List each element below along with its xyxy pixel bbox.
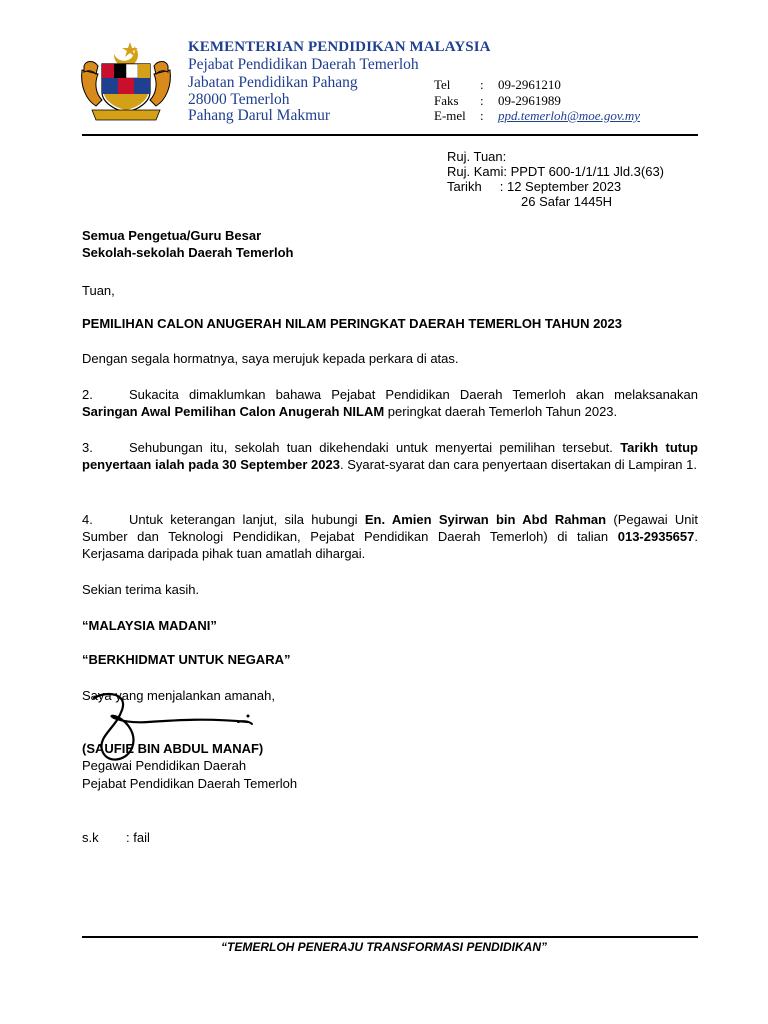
coat-of-arms-icon bbox=[76, 40, 176, 124]
ruj-kami: Ruj. Kami: PPDT 600-1/1/11 Jld.3(63) bbox=[447, 164, 665, 179]
paragraph-4 bbox=[82, 511, 698, 562]
ruj-tuan: Ruj. Tuan: bbox=[447, 149, 507, 164]
paragraph-text: . Kerjasama daripada pihak tuan amatlah dihargai. bbox=[82, 529, 698, 561]
fax-label: Faks bbox=[434, 93, 459, 108]
footer-motto: “TEMERLOH PENERAJU TRANSFORMASI PENDIDIKAN” bbox=[220, 940, 547, 954]
paragraph-bold: Saringan Awal Pemilihan Calon Anugerah NILAM bbox=[82, 404, 385, 419]
recipient-line-1: Semua Pengetua/Guru Besar bbox=[82, 228, 262, 243]
paragraph-number: 2. bbox=[82, 387, 93, 402]
paragraph-text: Sukacita dimaklumkan bahawa Pejabat Pendidikan Daerah Temerloh akan melaksanakan bbox=[129, 387, 698, 402]
motto-berkhidmat: “BERKHIDMAT UNTUK NEGARA” bbox=[82, 652, 291, 667]
state-name: Pahang Darul Makmur bbox=[188, 107, 331, 124]
subject-line: PEMILIHAN CALON ANUGERAH NILAM PERINGKAT DAERAH TEMERLOH TAHUN 2023 bbox=[82, 316, 622, 331]
hijri-date: 26 Safar 1445H bbox=[521, 194, 613, 209]
tel-line bbox=[434, 77, 561, 93]
paragraph-3 bbox=[82, 439, 698, 473]
paragraph-text: Untuk keterangan lanjut, sila hubungi bbox=[129, 512, 365, 527]
tel-colon: : bbox=[480, 77, 484, 92]
tel-value: 09-2961210 bbox=[498, 77, 561, 92]
date-line: Tarikh : 12 September 2023 bbox=[447, 179, 622, 194]
paragraph-2 bbox=[82, 386, 698, 420]
email-label: E-mel bbox=[434, 108, 466, 123]
motto-malaysia-madani: “MALAYSIA MADANI” bbox=[82, 618, 217, 633]
email-line bbox=[434, 108, 640, 124]
ministry-name: KEMENTERIAN PENDIDIKAN MALAYSIA bbox=[188, 39, 491, 55]
email-colon: : bbox=[480, 108, 484, 123]
header-divider bbox=[82, 134, 698, 136]
fax-line bbox=[434, 93, 561, 109]
contact-person-name: En. Amien Syirwan bin Abd Rahman bbox=[364, 512, 607, 527]
department-name: Jabatan Pendidikan Pahang bbox=[188, 74, 358, 91]
paragraph-text: . Syarat-syarat dan cara penyertaan disertakan di Lampiran 1. bbox=[339, 457, 697, 472]
postcode-city: 28000 Temerloh bbox=[188, 91, 290, 108]
email-link[interactable]: ppd.temerloh@moe.gov.my bbox=[498, 108, 641, 123]
cc-value: : fail bbox=[126, 830, 150, 845]
contact-phone: 013-2935657 bbox=[617, 529, 695, 544]
paragraph-bold: Tarikh tutup penyertaan ialah pada 30 September 2023 bbox=[82, 440, 698, 472]
cc-label: s.k bbox=[82, 830, 99, 845]
paragraph-number: 3. bbox=[82, 440, 93, 455]
office-name: Pejabat Pendidikan Daerah Temerloh bbox=[188, 56, 419, 73]
paragraph-number: 4. bbox=[82, 512, 93, 527]
tel-label: Tel bbox=[434, 77, 451, 92]
fax-value: 09-2961989 bbox=[498, 93, 561, 108]
recipient-line-2: Sekolah-sekolah Daerah Temerloh bbox=[82, 245, 294, 260]
salutation: Tuan, bbox=[82, 283, 115, 298]
signer-office: Pejabat Pendidikan Daerah Temerloh bbox=[82, 776, 298, 791]
paragraph-text: peringkat daerah Temerloh Tahun 2023. bbox=[384, 404, 618, 419]
cc-line bbox=[82, 830, 150, 846]
footer-divider bbox=[82, 936, 698, 938]
paragraph-text: (Pegawai Unit Sumber dan Teknologi Pendidikan, Pejabat Pendidikan Daerah Temerloh) di talian bbox=[82, 512, 698, 544]
signer-name: (SAUFIE BIN ABDUL MANAF) bbox=[82, 741, 264, 756]
signoff-line: Saya yang menjalankan amanah, bbox=[82, 688, 275, 703]
closing-line: Sekian terima kasih. bbox=[82, 582, 200, 597]
paragraph-text: Sehubungan itu, sekolah tuan dikehendaki untuk menyertai pemilihan tersebut. bbox=[129, 440, 621, 455]
signer-title: Pegawai Pendidikan Daerah bbox=[82, 758, 247, 773]
opening-paragraph: Dengan segala hormatnya, saya merujuk kepada perkara di atas. bbox=[82, 351, 459, 366]
fax-colon: : bbox=[480, 93, 484, 108]
